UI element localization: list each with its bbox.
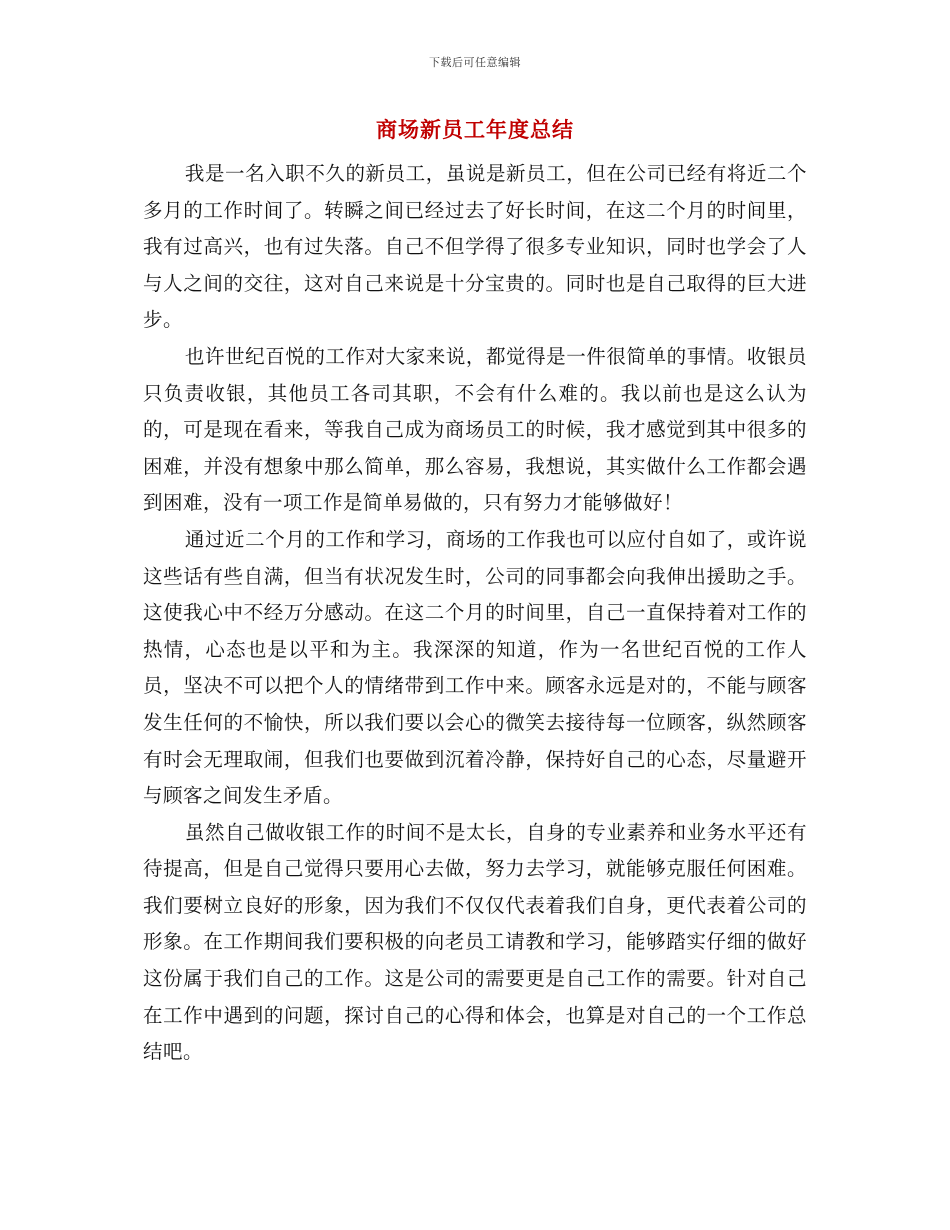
document-body xyxy=(143,156,807,1071)
paragraph: 通过近二个月的工作和学习，商场的工作我也可以应付自如了，或许说这些话有些自满，但当有状况发生时，公司的同事都会向我伸出援助之手。这使我心中不经万分感动。在这二个月的时间里，自己一直保持着对工作的热情，心态也是以平和为主。我深深的知道，作为一名世纪百悦的工作人员，坚决不可以把个人的情绪带到工作中来。顾客永远是对的，不能与顾客发生任何的不愉快，所以我们要以会心的微笑去接待每一位顾客，纵然顾客有时会无理取闹，但我们也要做到沉着冷静，保持好自己的心态，尽量避开与顾客之间发生矛盾。 xyxy=(143,527,807,808)
paragraph: 也许世纪百悦的工作对大家来说，都觉得是一件很简单的事情。收银员只负责收银，其他员工各司其职，不会有什么难的。我以前也是这么认为的，可是现在看来，等我自己成为商场员工的时候，我才感觉到其中很多的困难，并没有想象中那么简单，那么容易，我想说，其实做什么工作都会遇到困难，没有一项工作是简单易做的，只有努力才能够做好！ xyxy=(143,344,807,515)
header-note: 下载后可任意编辑 xyxy=(429,56,521,69)
paragraph: 我是一名入职不久的新员工，虽说是新员工，但在公司已经有将近二个多月的工作时间了。转瞬之间已经过去了好长时间，在这二个月的时间里，我有过高兴，也有过失落。自己不但学得了很多专业知识，同时也学会了人与人之间的交往，这对自己来说是十分宝贵的。同时也是自己取得的巨大进步。 xyxy=(143,162,807,332)
document-title: 商场新员工年度总结 xyxy=(376,118,574,142)
paragraph: 虽然自己做收银工作的时间不是太长，自身的专业素养和业务水平还有待提高，但是自己觉得只要用心去做，努力去学习，就能够克服任何困难。我们要树立良好的形象，因为我们不仅仅代表着我们自身，更代表着公司的形象。在工作期间我们要积极的向老员工请教和学习，能够踏实仔细的做好这份属于我们自己的工作。这是公司的需要更是自己工作的需要。针对自己在工作中遇到的问题，探讨自己的心得和体会，也算是对自己的一个工作总结吧。 xyxy=(143,820,807,1064)
